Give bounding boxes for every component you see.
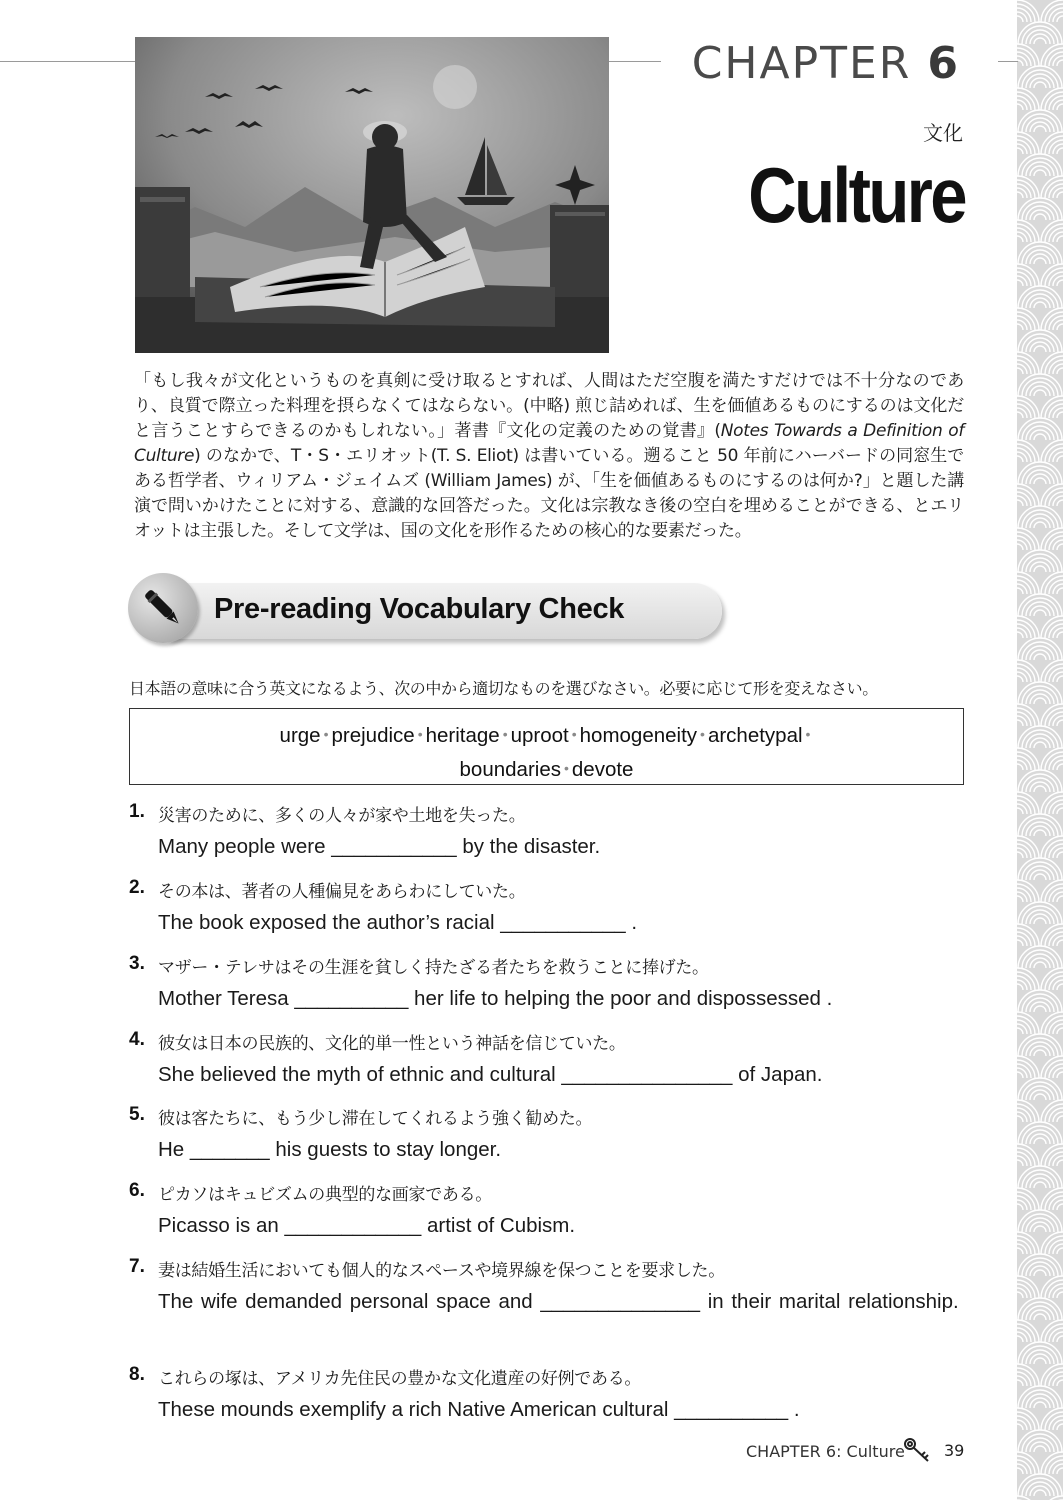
word-bank-item: urge: [279, 724, 321, 747]
question-japanese: ピカソはキュビズムの典型的な画家である。: [158, 1185, 492, 1205]
question-japanese: 彼は客たちに、もう少し滞在してくれるよう強く勧めた。: [158, 1109, 593, 1129]
exercise-instruction: 日本語の意味に合う英文になるよう、次の中から適切なものを選びなさい。必要に応じて形を変えなさい。: [129, 679, 878, 698]
word-bank: [129, 708, 964, 785]
question-english: The wife demanded personal space and ______________ in their marital relationship.: [158, 1290, 959, 1313]
question-japanese: 彼女は日本の民族的、文化的単一性という神話を信じていた。: [158, 1034, 626, 1054]
question-english: These mounds exemplify a rich Native American cultural __________ .: [158, 1398, 800, 1421]
word-bank-item: heritage: [425, 724, 500, 747]
question-number: 3.: [129, 953, 145, 974]
question-english: She believed the myth of ethnic and cultural _______________ of Japan.: [158, 1063, 823, 1086]
question-english: Many people were ___________ by the disaster.: [158, 835, 601, 858]
word-bank-item: archetypal: [707, 724, 803, 747]
word-bank-item: devote: [571, 758, 634, 781]
key-icon: [902, 1436, 932, 1469]
word-bank-item: boundaries: [459, 758, 561, 781]
question-number: 1.: [129, 801, 145, 822]
section-header: [128, 573, 726, 645]
word-bank-item: homogeneity: [579, 724, 698, 747]
header-rule: [609, 61, 661, 62]
chapter-title-japanese: 文化: [923, 121, 963, 145]
question-japanese: 災害のために、多くの人々が家や土地を失った。: [158, 806, 526, 826]
question-number: 5.: [129, 1104, 145, 1125]
book-title: Notes Towards a Definition of Culture: [134, 421, 964, 466]
question-number: 2.: [129, 877, 145, 898]
question-english: Picasso is an ____________ artist of Cubism.: [158, 1214, 576, 1237]
chapter-illustration: [135, 37, 609, 353]
header-rule: [998, 61, 1018, 62]
chapter-number: CHAPTER 6: [691, 38, 960, 89]
word-bank-line: urge • prejudice • heritage • uproot • homogeneity • archetypal •: [279, 724, 811, 747]
decorative-wave-border: [1017, 0, 1063, 1500]
word-bank-line: boundaries • devote: [459, 758, 634, 781]
question-english: He _______ his guests to stay longer.: [158, 1138, 502, 1161]
question-english: Mother Teresa __________ her life to helping the poor and dispossessed .: [158, 987, 833, 1010]
word-bank-item: prejudice: [331, 724, 415, 747]
section-title: Pre-reading Vocabulary Check: [214, 593, 625, 625]
running-footer: CHAPTER 6: Culture: [746, 1442, 905, 1461]
header-rule: [0, 61, 136, 62]
question-number: 4.: [129, 1029, 145, 1050]
page-number: 39: [944, 1441, 965, 1460]
question-english: The book exposed the author’s racial ___________ .: [158, 911, 638, 934]
question-japanese: マザー・テレサはその生涯を貧しく持たざる者たちを救うことに捧げた。: [158, 958, 709, 978]
question-number: 7.: [129, 1256, 145, 1277]
question-number: 6.: [129, 1180, 145, 1201]
question-japanese: 妻は結婚生活においても個人的なスペースや境界線を保つことを要求した。: [158, 1261, 725, 1281]
intro-paragraph: 「もし我々が文化というものを真剣に受け取るとすれば、人間はただ空腹を満たすだけでは不十分なのであり、良質で際立った料理を摂らなくてはならない。(中略) 煎じ詰めれば、生を価値あるものにするのは文化だと言うことすらできるのかもしれない。」著書『文化の定義のための覚書』(Notes Towards a Definition of Culture) のなかで、T・S・エリオット(T. S. Eliot) は書いている。遡ること 50 年前にハーバードの同窓生である哲学者、ウィリアム・ジェイムズ (William James) が、「生を価値あるものにするのは何か?」と題した講演で問いかけたことに対する、意識的な回答だった。文化は宗教なき後の空白を埋めることができる、とエリオットは主張した。そして文学は、国の文化を形作るための核心的な要素だった。: [134, 371, 964, 541]
question-number: 8.: [129, 1364, 145, 1385]
pen-icon: [128, 573, 198, 643]
chapter-title: Culture: [748, 151, 965, 239]
word-bank-item: uproot: [510, 724, 569, 747]
question-japanese: これらの塚は、アメリカ先住民の豊かな文化遺産の好例である。: [158, 1369, 642, 1389]
question-japanese: その本は、著者の人種偏見をあらわにしていた。: [158, 882, 526, 902]
